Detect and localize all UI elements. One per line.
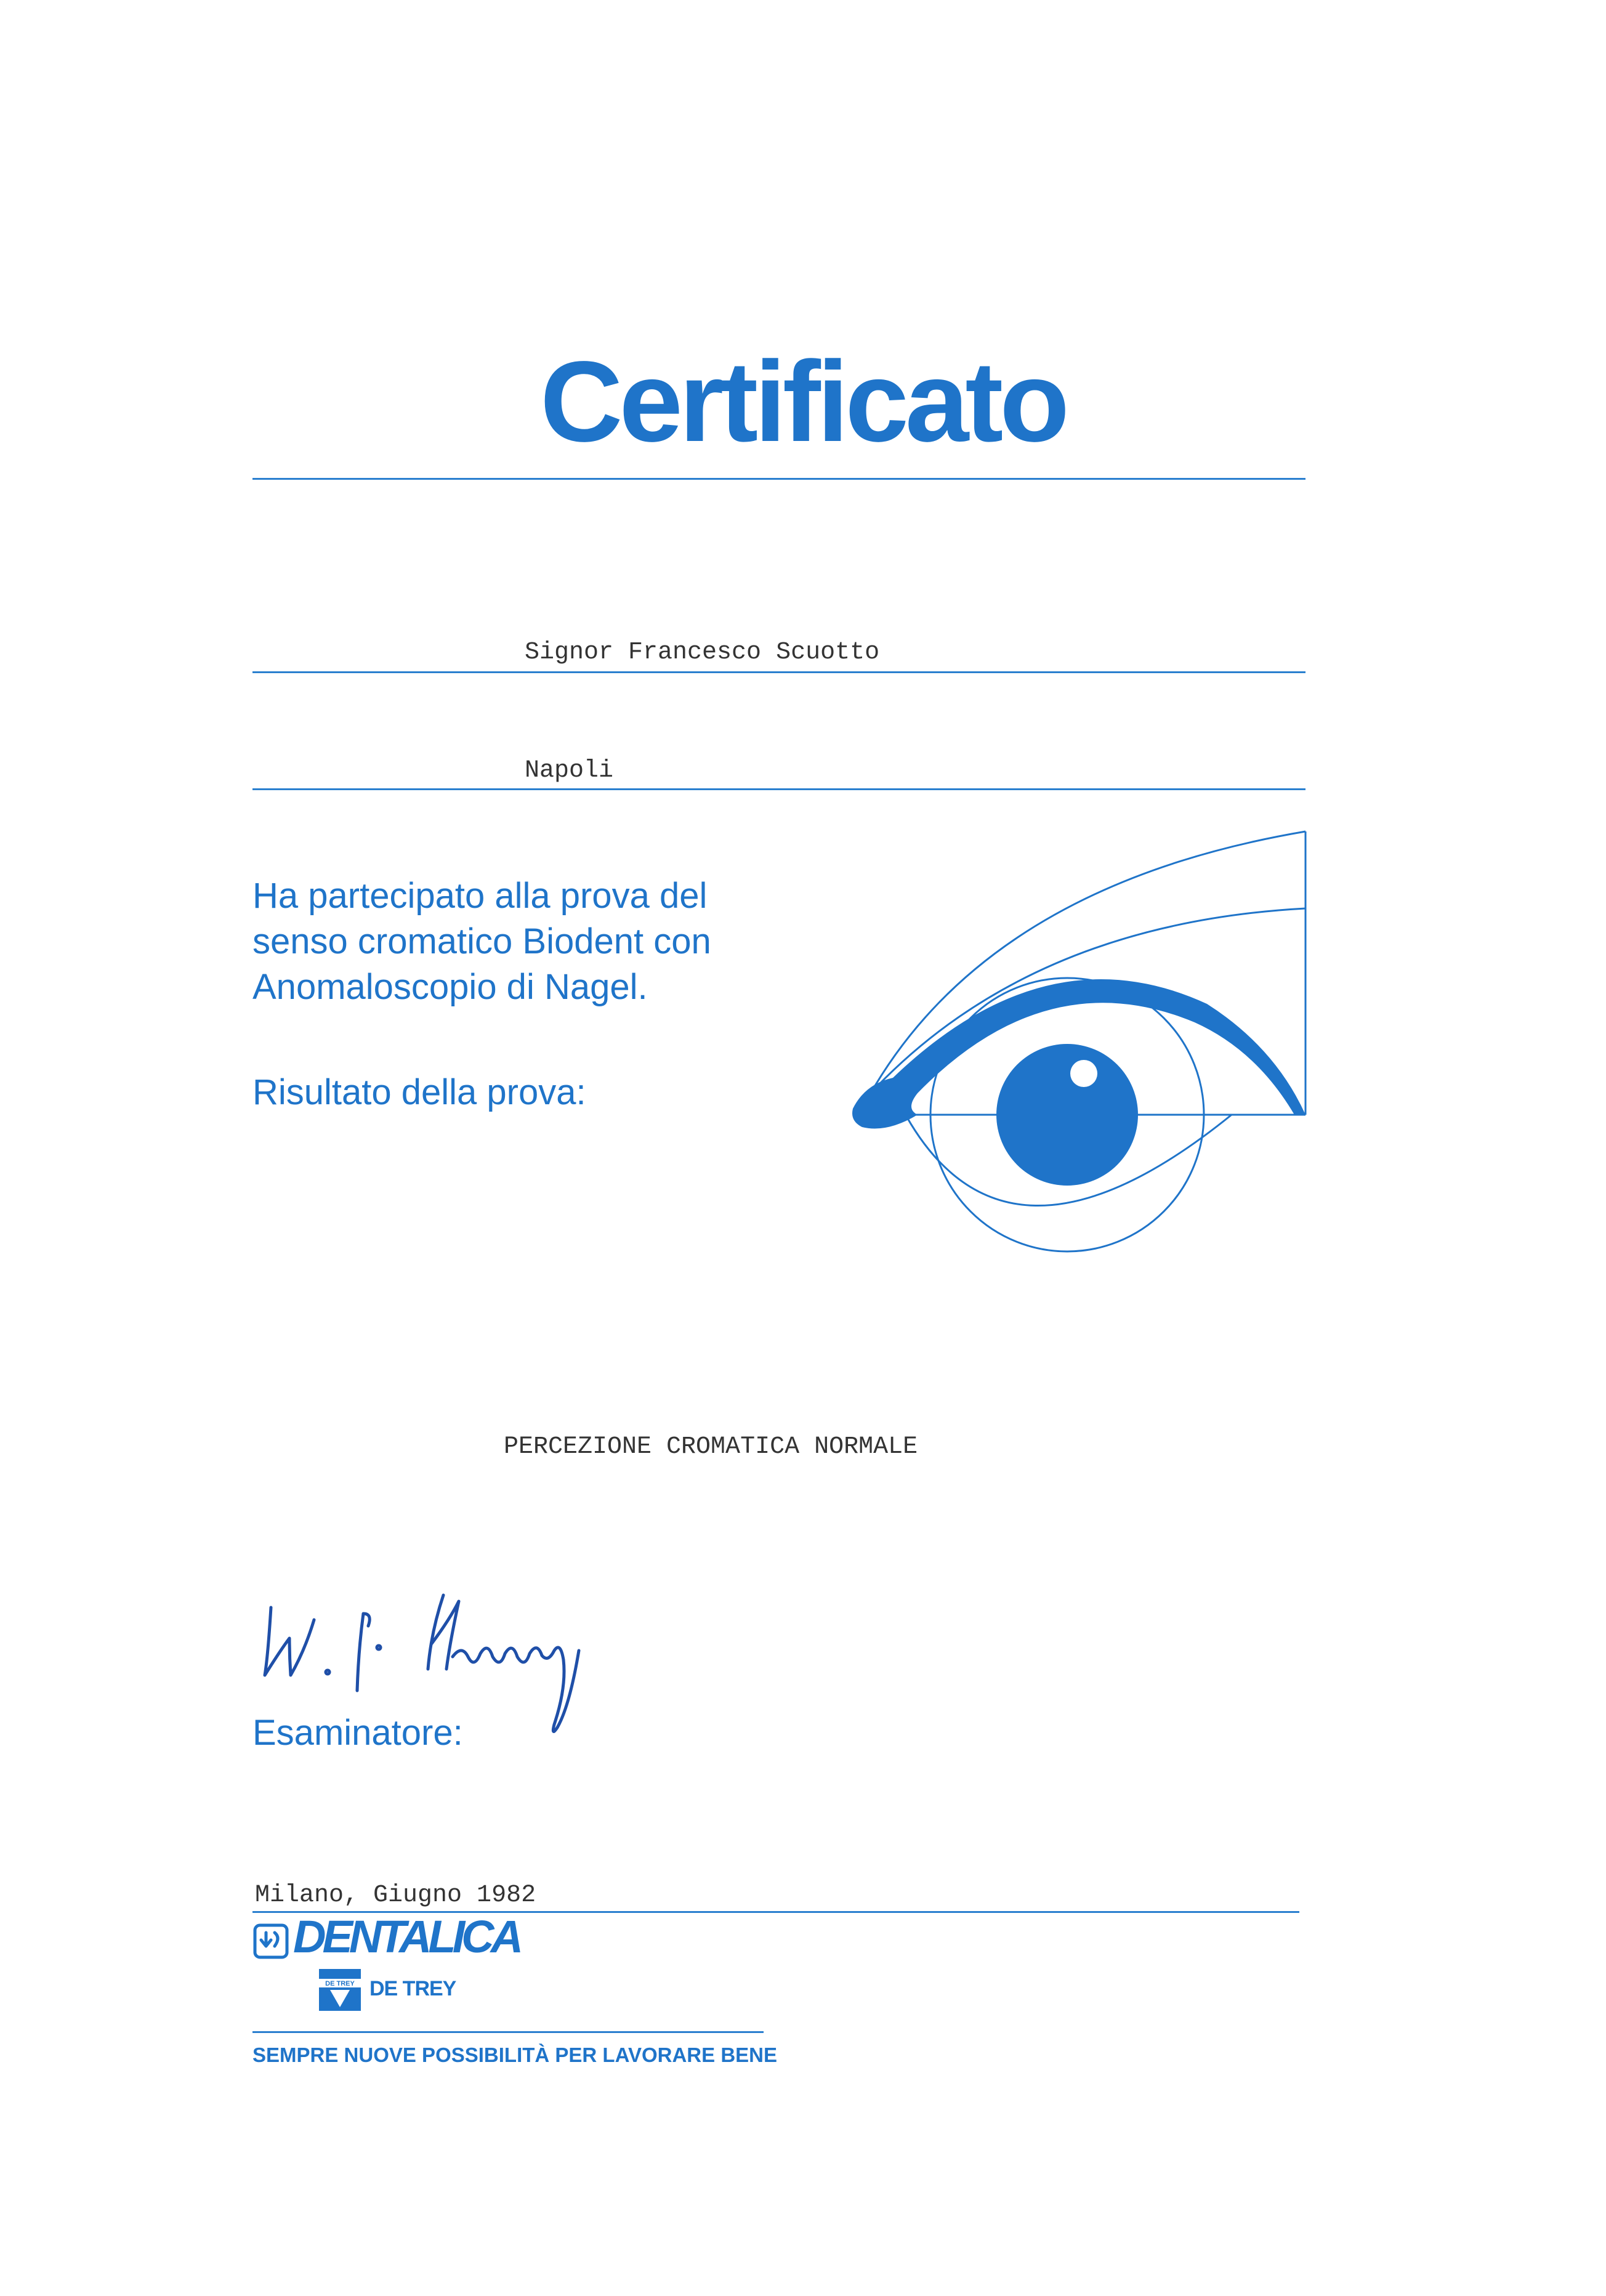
participation-statement	[252, 873, 868, 1010]
dentalica-brand: DENTALICA	[293, 1911, 520, 1962]
statement-line-3: Anomaloscopio di Nagel.	[252, 967, 648, 1007]
statement-line-2: senso cromatico Biodent con	[252, 921, 711, 961]
recipient-city: Napoli	[525, 757, 614, 785]
statement-line-1: Ha partecipato alla prova del	[252, 876, 708, 916]
certificate-title: Certificato	[540, 338, 1066, 466]
eye-illustration-icon	[850, 819, 1318, 1263]
title-underline	[252, 478, 1305, 480]
examiner-label: Esaminatore:	[252, 1713, 463, 1753]
recipient-city-line	[252, 788, 1305, 790]
de-trey-badge-text: DE TREY	[325, 1980, 355, 1987]
de-trey-brand: DE TREY	[369, 1977, 456, 2000]
recipient-name-line	[252, 671, 1305, 673]
de-trey-shield-logo-icon	[318, 1968, 362, 2012]
place-date: Milano, Giugno 1982	[255, 1882, 536, 1909]
company-slogan: SEMPRE NUOVE POSSIBILITÀ PER LAVORARE BENE	[252, 2043, 778, 2066]
result-label: Risultato della prova:	[252, 1072, 586, 1112]
dentalica-arrow-logo-icon	[252, 1923, 289, 1960]
slogan-rule	[252, 2031, 764, 2033]
recipient-name: Signor Francesco Scuotto	[525, 639, 880, 666]
result-value: PERCEZIONE CROMATICA NORMALE	[504, 1433, 918, 1461]
